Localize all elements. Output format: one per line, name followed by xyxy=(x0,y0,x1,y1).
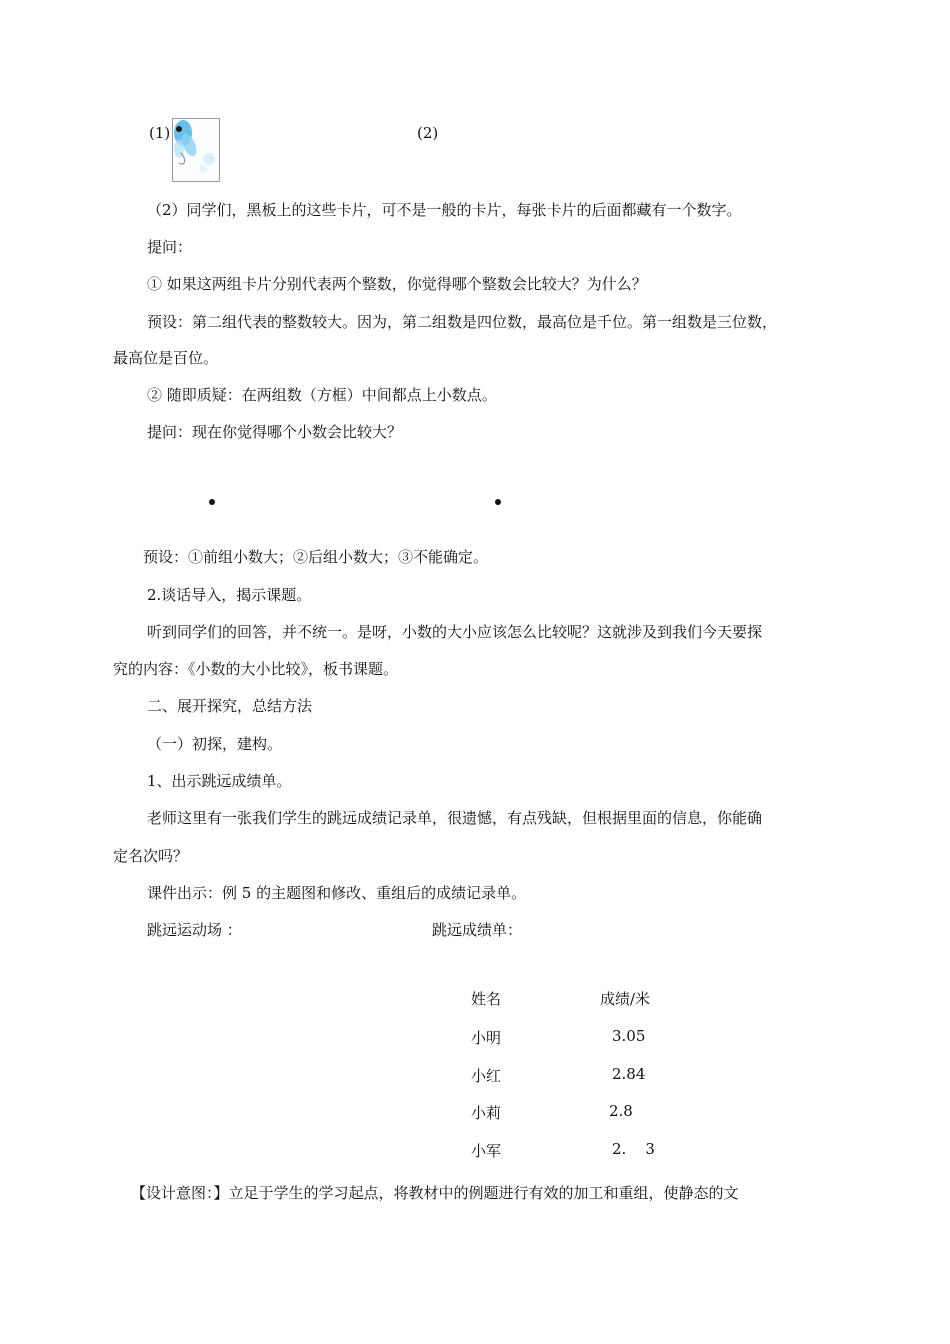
flower-icon xyxy=(173,119,219,181)
table-cell-name: 小军 xyxy=(471,1142,502,1160)
table-header-score: 成绩/米 xyxy=(600,990,651,1008)
courseware-note: 课件出示：例 5 的主题图和修改、重组后的成绩记录单。 xyxy=(147,884,527,902)
decimal-point-1 xyxy=(209,499,215,505)
paragraph-intro: （2）同学们，黑板上的这些卡片，可不是一般的卡片，每张卡片的后面都藏有一个数字。 xyxy=(147,201,742,219)
table-cell-name: 小莉 xyxy=(471,1104,502,1122)
table-cell-name: 小明 xyxy=(471,1029,502,1047)
paragraph-teacher: 老师这里有一张我们学生的跳远成绩记录单，很遗憾，有点残缺，但根据里面的信息，你能确 xyxy=(147,809,763,827)
step-show-results: 1、出示跳远成绩单。 xyxy=(147,772,292,790)
section-heading-explore: 二、展开探究，总结方法 xyxy=(147,697,313,715)
table-cell-name: 小红 xyxy=(471,1067,502,1085)
question-3: 提问：现在你觉得哪个小数会比较大？ xyxy=(147,423,403,441)
card-label-2: (2) xyxy=(417,124,439,142)
table-cell-score: 2.84 xyxy=(612,1065,646,1083)
flower-card-image xyxy=(172,118,220,182)
paragraph-answers-continued: 究的内容：《小数的大小比较》，板书课题。 xyxy=(113,660,399,678)
table-cell-score: 3.05 xyxy=(612,1027,646,1045)
table-cell-score: 2.8 xyxy=(609,1102,633,1120)
preset-answer-1-continued: 最高位是百位。 xyxy=(113,349,219,367)
preset-answer-1: 预设：第二组代表的整数较大。因为，第二组数是四位数，最高位是千位。第一组数是三位数， xyxy=(147,313,778,331)
table-cell-score: 2. 3 xyxy=(612,1140,655,1158)
question-2: ② 随即质疑：在两组数（方框）中间都点上小数点。 xyxy=(147,386,497,404)
paragraph-teacher-continued: 定名次吗？ xyxy=(113,847,189,865)
subsection-heading: （一）初探，建构。 xyxy=(147,735,283,753)
long-jump-results-label: 跳远成绩单： xyxy=(432,921,523,939)
preset-answer-2: 预设：①前组小数大；②后组小数大；③不能确定。 xyxy=(143,548,489,566)
question-1: ① 如果这两组卡片分别代表两个整数，你觉得哪个整数会比较大？为什么？ xyxy=(147,275,647,293)
table-header-name: 姓名 xyxy=(471,990,502,1008)
decimal-point-2 xyxy=(495,499,501,505)
question-label: 提问： xyxy=(147,238,193,256)
card-label-1: (1) xyxy=(149,124,171,142)
design-intent: 【设计意图：】立足于学生的学习起点，将教材中的例题进行有效的加工和重组，使静态的文 xyxy=(131,1184,739,1202)
long-jump-field-label: 跳远运动场 ： xyxy=(147,921,242,939)
paragraph-answers: 听到同学们的回答，并不统一。是呀，小数的大小应该怎么比较呢？这就涉及到我们今天要探 xyxy=(147,623,763,641)
section-talk-intro: 2.谈话导入，揭示课题。 xyxy=(147,586,312,604)
